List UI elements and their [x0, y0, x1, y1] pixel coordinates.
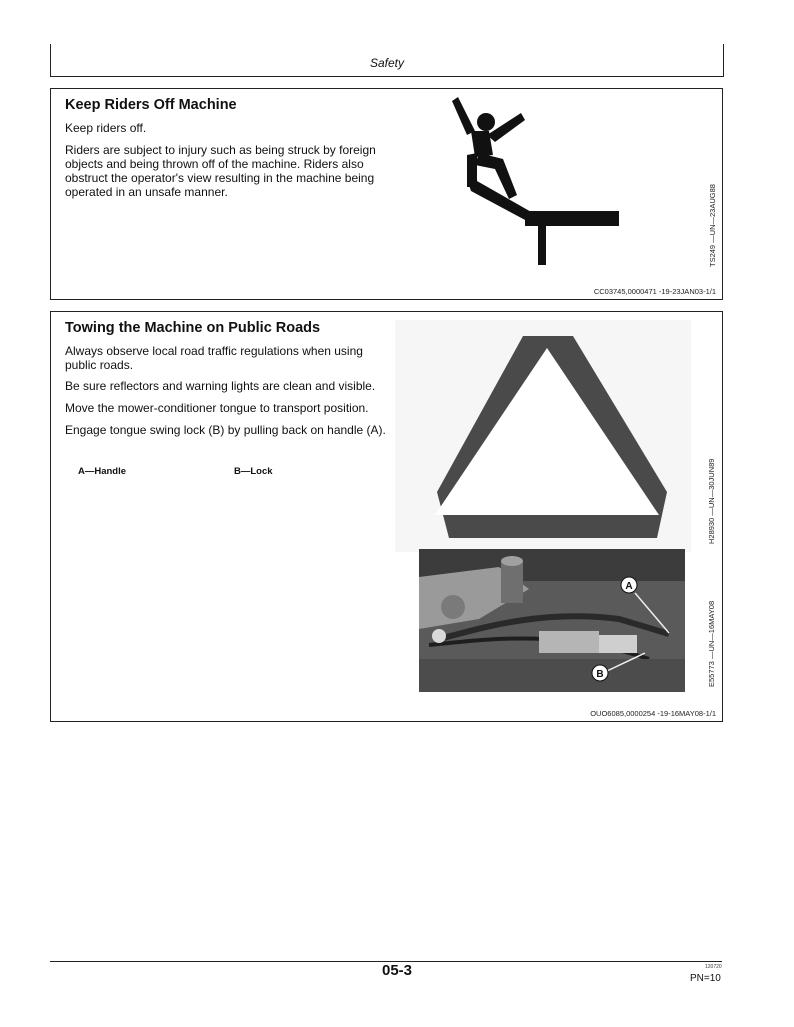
section-towing	[50, 311, 723, 722]
section-keep-riders-off	[50, 88, 723, 300]
page-number: 05-3	[381, 962, 413, 979]
tongue-swing-lock-photo	[419, 549, 685, 692]
paragraph: Move the mower-conditioner tongue to transport position.	[65, 401, 369, 415]
pn-number: PN=10	[690, 973, 721, 984]
section-title: Keep Riders Off Machine	[65, 97, 237, 113]
section-title: Towing the Machine on Public Roads	[65, 320, 321, 336]
paragraph: Keep riders off.	[65, 121, 147, 135]
header-bar	[50, 44, 724, 77]
paragraph: Engage tongue swing lock (B) by pulling back on handle (A).	[65, 423, 386, 437]
image-code: H28930 —UN—30JUN89	[707, 458, 716, 544]
slow-moving-vehicle-emblem	[395, 320, 691, 552]
reference-code: OUO6085,0000254 -19-16MAY08-1/1	[590, 709, 716, 718]
paragraph: Be sure reflectors and warning lights are clean and visible.	[65, 379, 376, 393]
paragraph: Riders are subject to injury such as being struck by foreign objects and being thrown off of the machine. Riders also obstruct the operator's view resulting in the machine being operated in an unsafe manner.	[65, 143, 376, 199]
legend-item: B—Lock	[234, 466, 273, 477]
photo-label-b: B	[596, 669, 604, 680]
reference-code: CC03745,0000471 -19-23JAN03-1/1	[593, 287, 716, 296]
photo-label-a: A	[625, 581, 633, 592]
paragraph: Always observe local road traffic regulations when using public roads.	[65, 344, 363, 372]
legend-item: A—Handle	[78, 466, 127, 477]
image-code: E55773 —UN—16MAY08	[707, 600, 716, 687]
footer-code: 120720	[705, 964, 722, 970]
header-title: Safety	[369, 56, 405, 70]
image-code: TS249 —UN—23AUG88	[708, 184, 717, 267]
rider-falling-icon	[449, 95, 624, 267]
